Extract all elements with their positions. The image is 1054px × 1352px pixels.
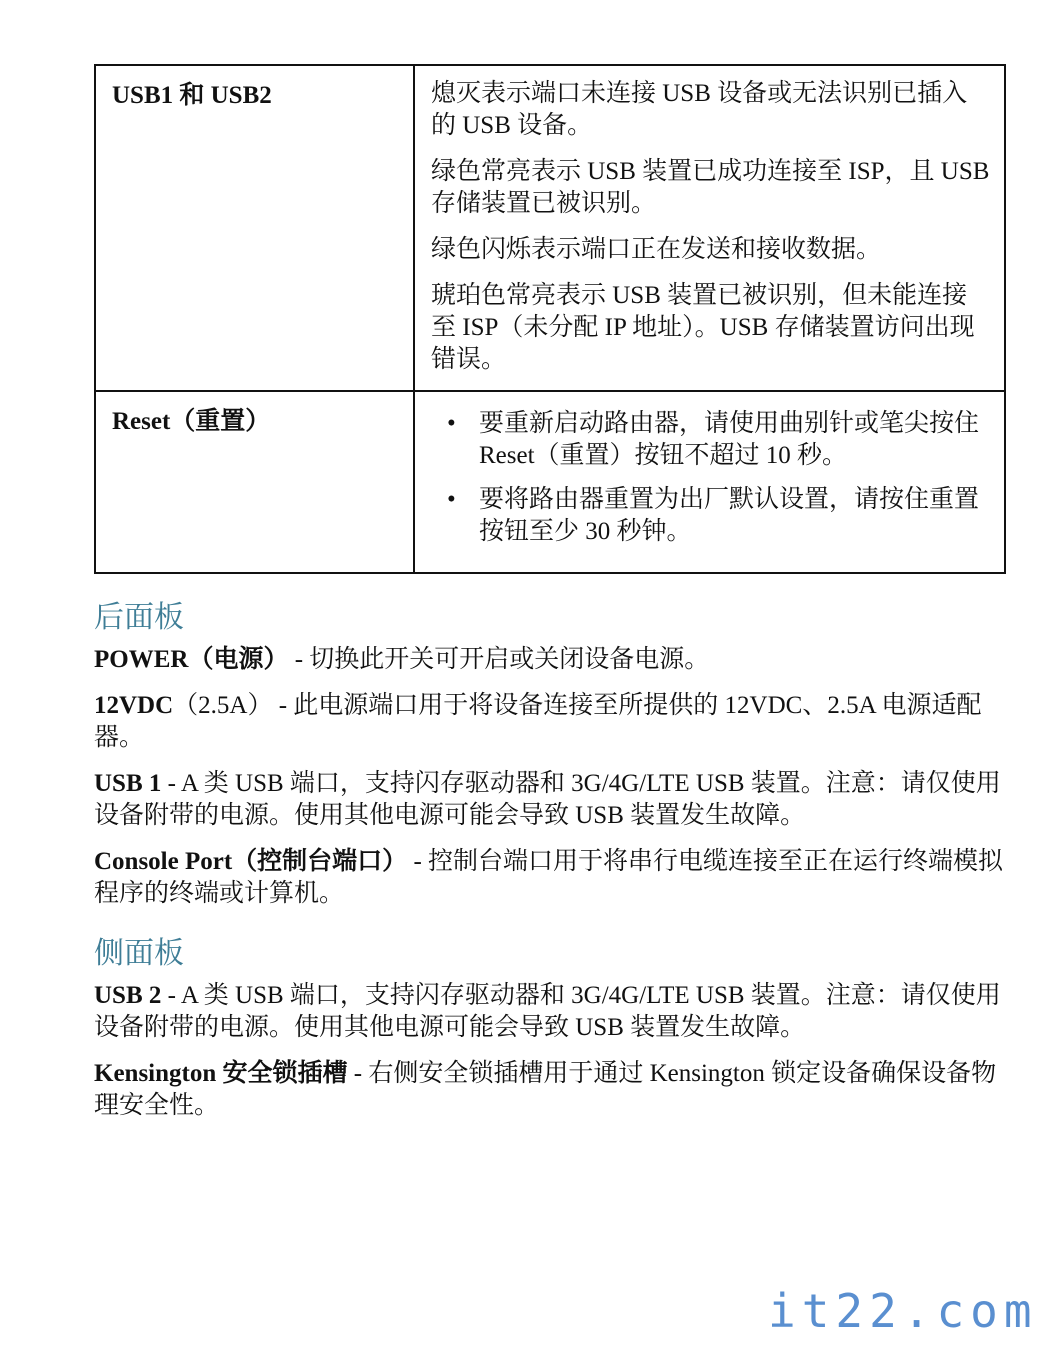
row-label-reset: Reset（重置）: [95, 391, 414, 573]
table-row-reset: [95, 391, 1005, 573]
term-power: POWER（电源）: [94, 646, 289, 673]
rear-item-power: POWER（电源） - 切换此开关可开启或关闭设备电源。: [94, 646, 710, 673]
row-label-usb: USB1 和 USB2: [95, 65, 414, 391]
term-usb2: USB 2: [94, 982, 162, 1009]
side-item-kensington: Kensington 安全锁插槽 - 右侧安全锁插槽用于通过 Kensington 锁定设备确保设备物理安全性。: [94, 1060, 997, 1119]
reset-bullet-factory: • 要将路由器重置为出厂默认设置，请按住重置按钮至少 30 秒钟。: [479, 484, 990, 548]
term-usb1: USB 1: [94, 770, 162, 797]
table-row-usb: [95, 65, 1005, 391]
document-page: [94, 64, 1006, 1136]
term-12vdc: 12VDC: [94, 692, 174, 719]
reset-bullet-reboot: • 要重新启动路由器，请使用曲别针或笔尖按住 Reset（重置）按钮不超过 10 秒。: [479, 408, 990, 472]
reset-bullet-list: [431, 408, 990, 548]
term-console-port: Console Port（控制台端口）: [94, 848, 408, 875]
section-title-side-panel: 侧面板: [94, 936, 184, 971]
side-item-usb2: USB 2 - A 类 USB 端口，支持闪存驱动器和 3G/4G/LTE USB 装置。注意：请仅使用设备附带的电源。使用其他电源可能会导致 USB 装置发生故障。: [94, 982, 1001, 1041]
usb-state-green-flashing: 绿色闪烁表示端口正在发送和接收数据。: [431, 236, 882, 263]
row-description-usb: [414, 65, 1005, 391]
section-title-rear-panel: 后面板: [94, 600, 184, 635]
usb-state-green-solid: 绿色常亮表示 USB 装置已成功连接至 ISP，且 USB 存储装置已被识别。: [431, 158, 990, 217]
watermark-logo: it22.com: [768, 1284, 1038, 1338]
usb-state-off: 熄灭表示端口未连接 USB 设备或无法识别已插入的 USB 设备。: [431, 80, 968, 139]
term-kensington: Kensington 安全锁插槽: [94, 1060, 348, 1087]
led-description-table: [94, 64, 1006, 574]
usb-state-amber-solid: 琥珀色常亮表示 USB 装置已被识别，但未能连接至 ISP（未分配 IP 地址）。USB 存储装置访问出现错误。: [431, 282, 975, 373]
rear-item-console: Console Port（控制台端口） - 控制台端口用于将串行电缆连接至正在运行终端模拟程序的终端或计算机。: [94, 848, 1004, 907]
rear-item-12vdc: 12VDC（2.5A） - 此电源端口用于将设备连接至所提供的 12VDC、2.5A 电源适配器。: [94, 692, 982, 751]
row-description-reset: [414, 391, 1005, 573]
rear-item-usb1: USB 1 - A 类 USB 端口，支持闪存驱动器和 3G/4G/LTE USB 装置。注意：请仅使用设备附带的电源。使用其他电源可能会导致 USB 装置发生故障。: [94, 770, 1001, 829]
